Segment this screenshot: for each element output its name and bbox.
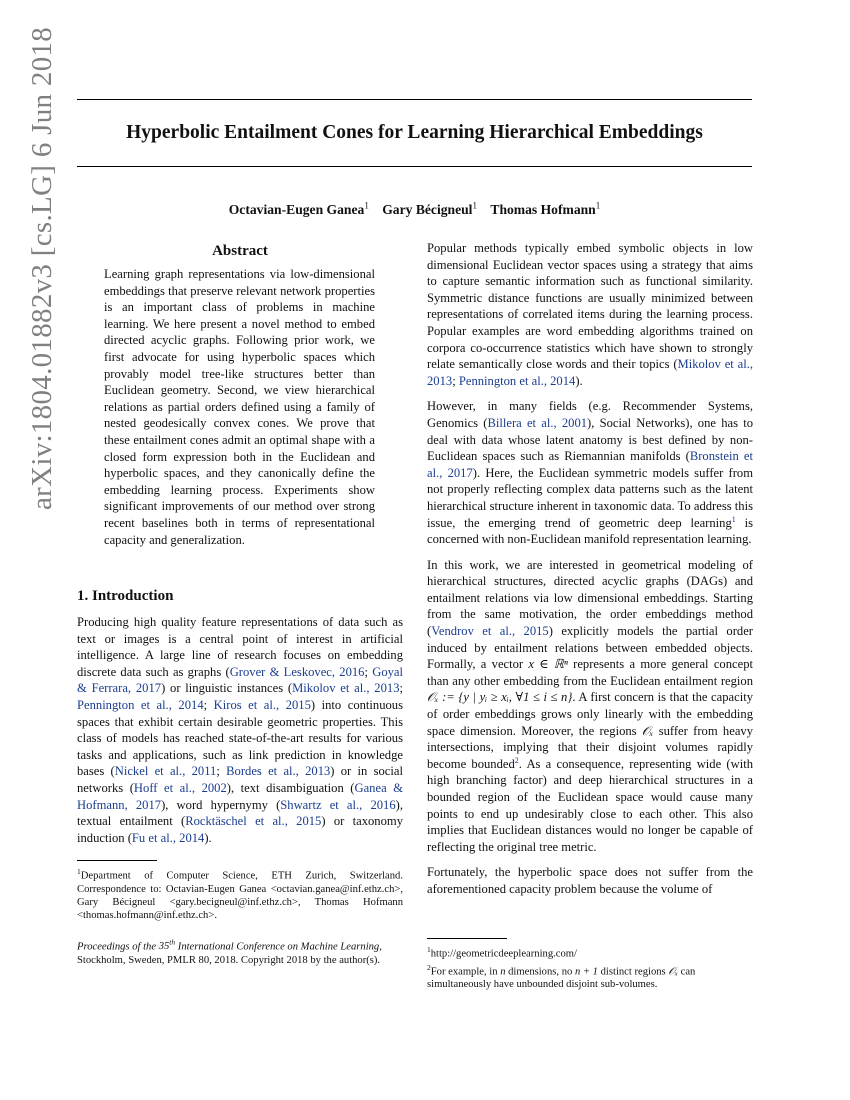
citation-link[interactable]: Pennington et al., 2014 — [458, 373, 576, 388]
author-name: Thomas Hofmann — [490, 201, 596, 217]
body-paragraph — [427, 240, 753, 389]
citation-link[interactable]: Fu et al., 2014 — [131, 830, 205, 845]
citation-link[interactable]: Vendrov et al., 2015 — [431, 624, 549, 639]
text-run: Popular methods typically embed symbolic objects in low dimensional Euclidean vector spaces using a strategy that aims to capture semantic information such as functional similarity. Symmetric distance functions are usually minimized between representations of correlated items during the learning process. Popular examples are word embedding algorithms trained on corpora co-occurrence statistics which have shown to strongly relate semantically close words and their topics ( — [427, 241, 753, 372]
text-run: However, in many fields (e.g. Recommender Systems, Genomics ( — [427, 399, 753, 430]
text-run: th — [169, 937, 176, 947]
left-column — [77, 240, 403, 967]
text-run: ), text disambiguation ( — [226, 781, 355, 796]
text-run: For example, in — [430, 966, 501, 978]
text-run: . As a consequence, representing wide (with high branching factor) and deep hierarchical structures in a bounded region of the Euclidean space would cause many points to end up undesirably close to each other. This also implies that Euclidean distances would no longer be capable of reflecting the original tree metric. — [427, 756, 753, 854]
body-paragraph — [427, 398, 753, 547]
text-run: ). — [575, 373, 583, 388]
text-run: 35 — [158, 941, 170, 953]
introduction-paragraph — [77, 614, 403, 846]
proceedings-note — [77, 936, 403, 968]
math-inline: 𝒪ₓ — [668, 966, 678, 978]
text-run: In this work, we are interested in geometrical modeling of hierarchical structures, directed acyclic graphs (DAGs) and entailment relations via low dimensional embeddings. Starting from the same motivation, the order embeddings method ( — [427, 557, 753, 639]
body-paragraph — [427, 557, 753, 856]
author-name: Gary Bécigneul — [382, 201, 473, 217]
text-run: ) explicitly models the partial order induced by entailment relations between embedded objects. Formally, a vector — [427, 624, 753, 672]
footnote-mark: 2 — [427, 962, 431, 972]
author — [490, 202, 600, 217]
text-run: ; — [364, 664, 373, 679]
footnote-link[interactable]: 2 — [514, 755, 519, 765]
text-run: is concerned with non-Euclidean manifold representation learning. — [427, 515, 753, 547]
citation-link[interactable]: Hoff et al., 2002 — [133, 781, 227, 796]
citation-link[interactable]: Mikolov et al., 2013 — [427, 357, 754, 388]
right-column — [427, 240, 753, 907]
footnote-link[interactable]: 1 — [731, 514, 736, 524]
author — [382, 202, 477, 217]
author-name: Octavian-Eugen Ganea — [228, 201, 365, 217]
text-run: International Conference on Machine Learning — [175, 941, 380, 953]
title-rule-top — [77, 99, 752, 100]
affiliation-footnote — [77, 865, 403, 922]
math-inline: n + 1 — [574, 966, 598, 978]
math-inline: 𝒪ₓ — [641, 723, 654, 738]
footnote-text: Department of Computer Science, ETH Zurich, Switzerland. Correspondence to: Octavian-Eugen Ganea <octavian.ganea@inf.ethz.ch>, Gary Bécigneul <gary.becigneul@inf.ethz.ch>, Thomas Hofmann <thomas.hofmann@inf.ethz.ch>. — [77, 870, 403, 921]
citation-link[interactable]: Shwartz et al., 2016 — [280, 797, 396, 812]
author-affiliation-mark: 1 — [364, 200, 369, 210]
text-run: distinct regions — [597, 966, 669, 978]
text-run: Producing high quality feature representations of data such as text or images is a central point of interest in artificial intelligence. A large line of research focuses on embedding discrete data such as graphs ( — [77, 615, 403, 679]
math-inline: 𝒪ₓ := {y | yᵢ ≥ xᵢ, ∀1 ≤ i ≤ n} — [427, 690, 573, 705]
text-run: dimensions, no — [505, 966, 575, 978]
author-affiliation-mark: 1 — [595, 200, 601, 210]
abstract-text: Learning graph representations via low-dimensional embeddings that preserve relevant network properties is an important class of problems in machine learning. We here present a novel method to embed directed acyclic graphs. Following prior work, we first advocate for using hyperbolic spaces which provably model tree-like structures better than Euclidean geometry. Second, we view hierarchical relations as partial orders defined using a family of nested geodesically convex cones. We prove that these entailment cones admit an optimal shape with a closed form expression both in the Euclidean and hyperbolic spaces, and they canonically define the embedding learning process. Experiments show significant improvements of our method over strong recent baselines both in terms of representational capacity and generalization. — [104, 267, 375, 547]
text-run: ), Social Networks), one has to deal with data whose latent anatomy is best defined by non-Euclidean spaces such as Riemannian manifolds ( — [427, 415, 753, 464]
footnote-text: http://geometricdeeplearning.com/ — [430, 948, 577, 960]
citation-link[interactable]: Nickel et al., 2011 — [114, 764, 217, 779]
abstract-heading: Abstract — [212, 243, 268, 259]
math-inline: x ∈ ℝⁿ — [528, 657, 568, 672]
footnote-rule — [77, 860, 157, 861]
text-run: . A first concern is that the capacity of order embeddings grows only linearly with the embedding space dimension. Moreover, the regions — [427, 690, 753, 738]
arxiv-stamp: arXiv:1804.01882v3 [cs.LG] 6 Jun 2018 — [26, 26, 58, 510]
text-run: ), word hypernymy ( — [161, 797, 281, 812]
citation-link[interactable]: Goyal & Ferrara, 2017 — [77, 664, 403, 696]
footnote-mark: 1 — [77, 867, 81, 877]
citation-link[interactable]: Bordes et al., 2013 — [226, 764, 331, 779]
text-run: ) or linguistic instances ( — [161, 681, 293, 696]
text-run: ) or taxonomy induction ( — [77, 814, 403, 845]
footnote — [427, 961, 753, 992]
text-run: ; — [203, 698, 214, 713]
footnote — [427, 943, 753, 961]
citation-link[interactable]: Mikolov et al., 2013 — [292, 681, 400, 696]
citation-link[interactable]: Kiros et al., 2015 — [213, 698, 311, 713]
citation-link[interactable]: Rocktäschel et al., 2015 — [185, 814, 322, 829]
paper-title: Hyperbolic Entailment Cones for Learning Hierarchical Embeddings — [126, 122, 703, 143]
text-run: ), textual entailment ( — [77, 797, 403, 829]
footnote-mark: 1 — [427, 945, 431, 954]
citation-link[interactable]: Ganea & Hofmann, 2017 — [77, 781, 404, 812]
text-run: , Stockholm, Sweden, PMLR 80, 2018. Copyright 2018 by the author(s). — [77, 941, 382, 966]
text-run: represents a more general concept than any other embedding from the Euclidean entailment region — [427, 657, 753, 688]
citation-link[interactable]: Bronstein et al., 2017 — [427, 449, 753, 480]
citation-link[interactable]: Grover & Leskovec, 2016 — [229, 664, 365, 679]
text-run: ; — [216, 764, 227, 779]
body-paragraph: Fortunately, the hyperbolic space does not suffer from the aforementioned capacity problem because the volume of — [427, 865, 753, 896]
footnote-rule — [427, 938, 507, 939]
text-run: can simultaneously have unbounded disjoint sub-volumes. — [427, 966, 696, 991]
text-run: ; — [399, 681, 403, 696]
text-run: ) into continuous spaces that exhibit certain desirable geometric properties. This class of models has reached state-of-the-art results for various tasks and applications, such as link prediction in knowledge bases ( — [77, 698, 403, 779]
text-run: ; — [452, 373, 459, 388]
text-run: Proceedings of the — [77, 941, 159, 953]
title-rule-bottom — [77, 166, 752, 167]
text-run: ). Here, the Euclidean symmetric models suffer from not properly reflecting complex data patterns such as the latent hierarchical structure inherent in taxonomic data. To address this issue, the emerging trend of geometric deep learning — [427, 465, 753, 530]
citation-link[interactable]: Billera et al., 2001 — [487, 415, 588, 430]
citation-link[interactable]: Pennington et al., 2014 — [77, 698, 204, 713]
math-inline: n — [500, 966, 506, 978]
right-footnotes — [427, 938, 753, 991]
text-run: ) or in social networks ( — [77, 764, 403, 796]
author-list — [77, 196, 752, 219]
author — [229, 202, 369, 217]
author-affiliation-mark: 1 — [472, 200, 477, 210]
text-run — [158, 937, 176, 953]
text-run: ). — [204, 830, 212, 845]
text-run: suffer from heavy intersections, implying that their disjoint volumes rapidly become bounded — [427, 723, 753, 771]
introduction-heading: 1. Introduction — [77, 588, 174, 605]
